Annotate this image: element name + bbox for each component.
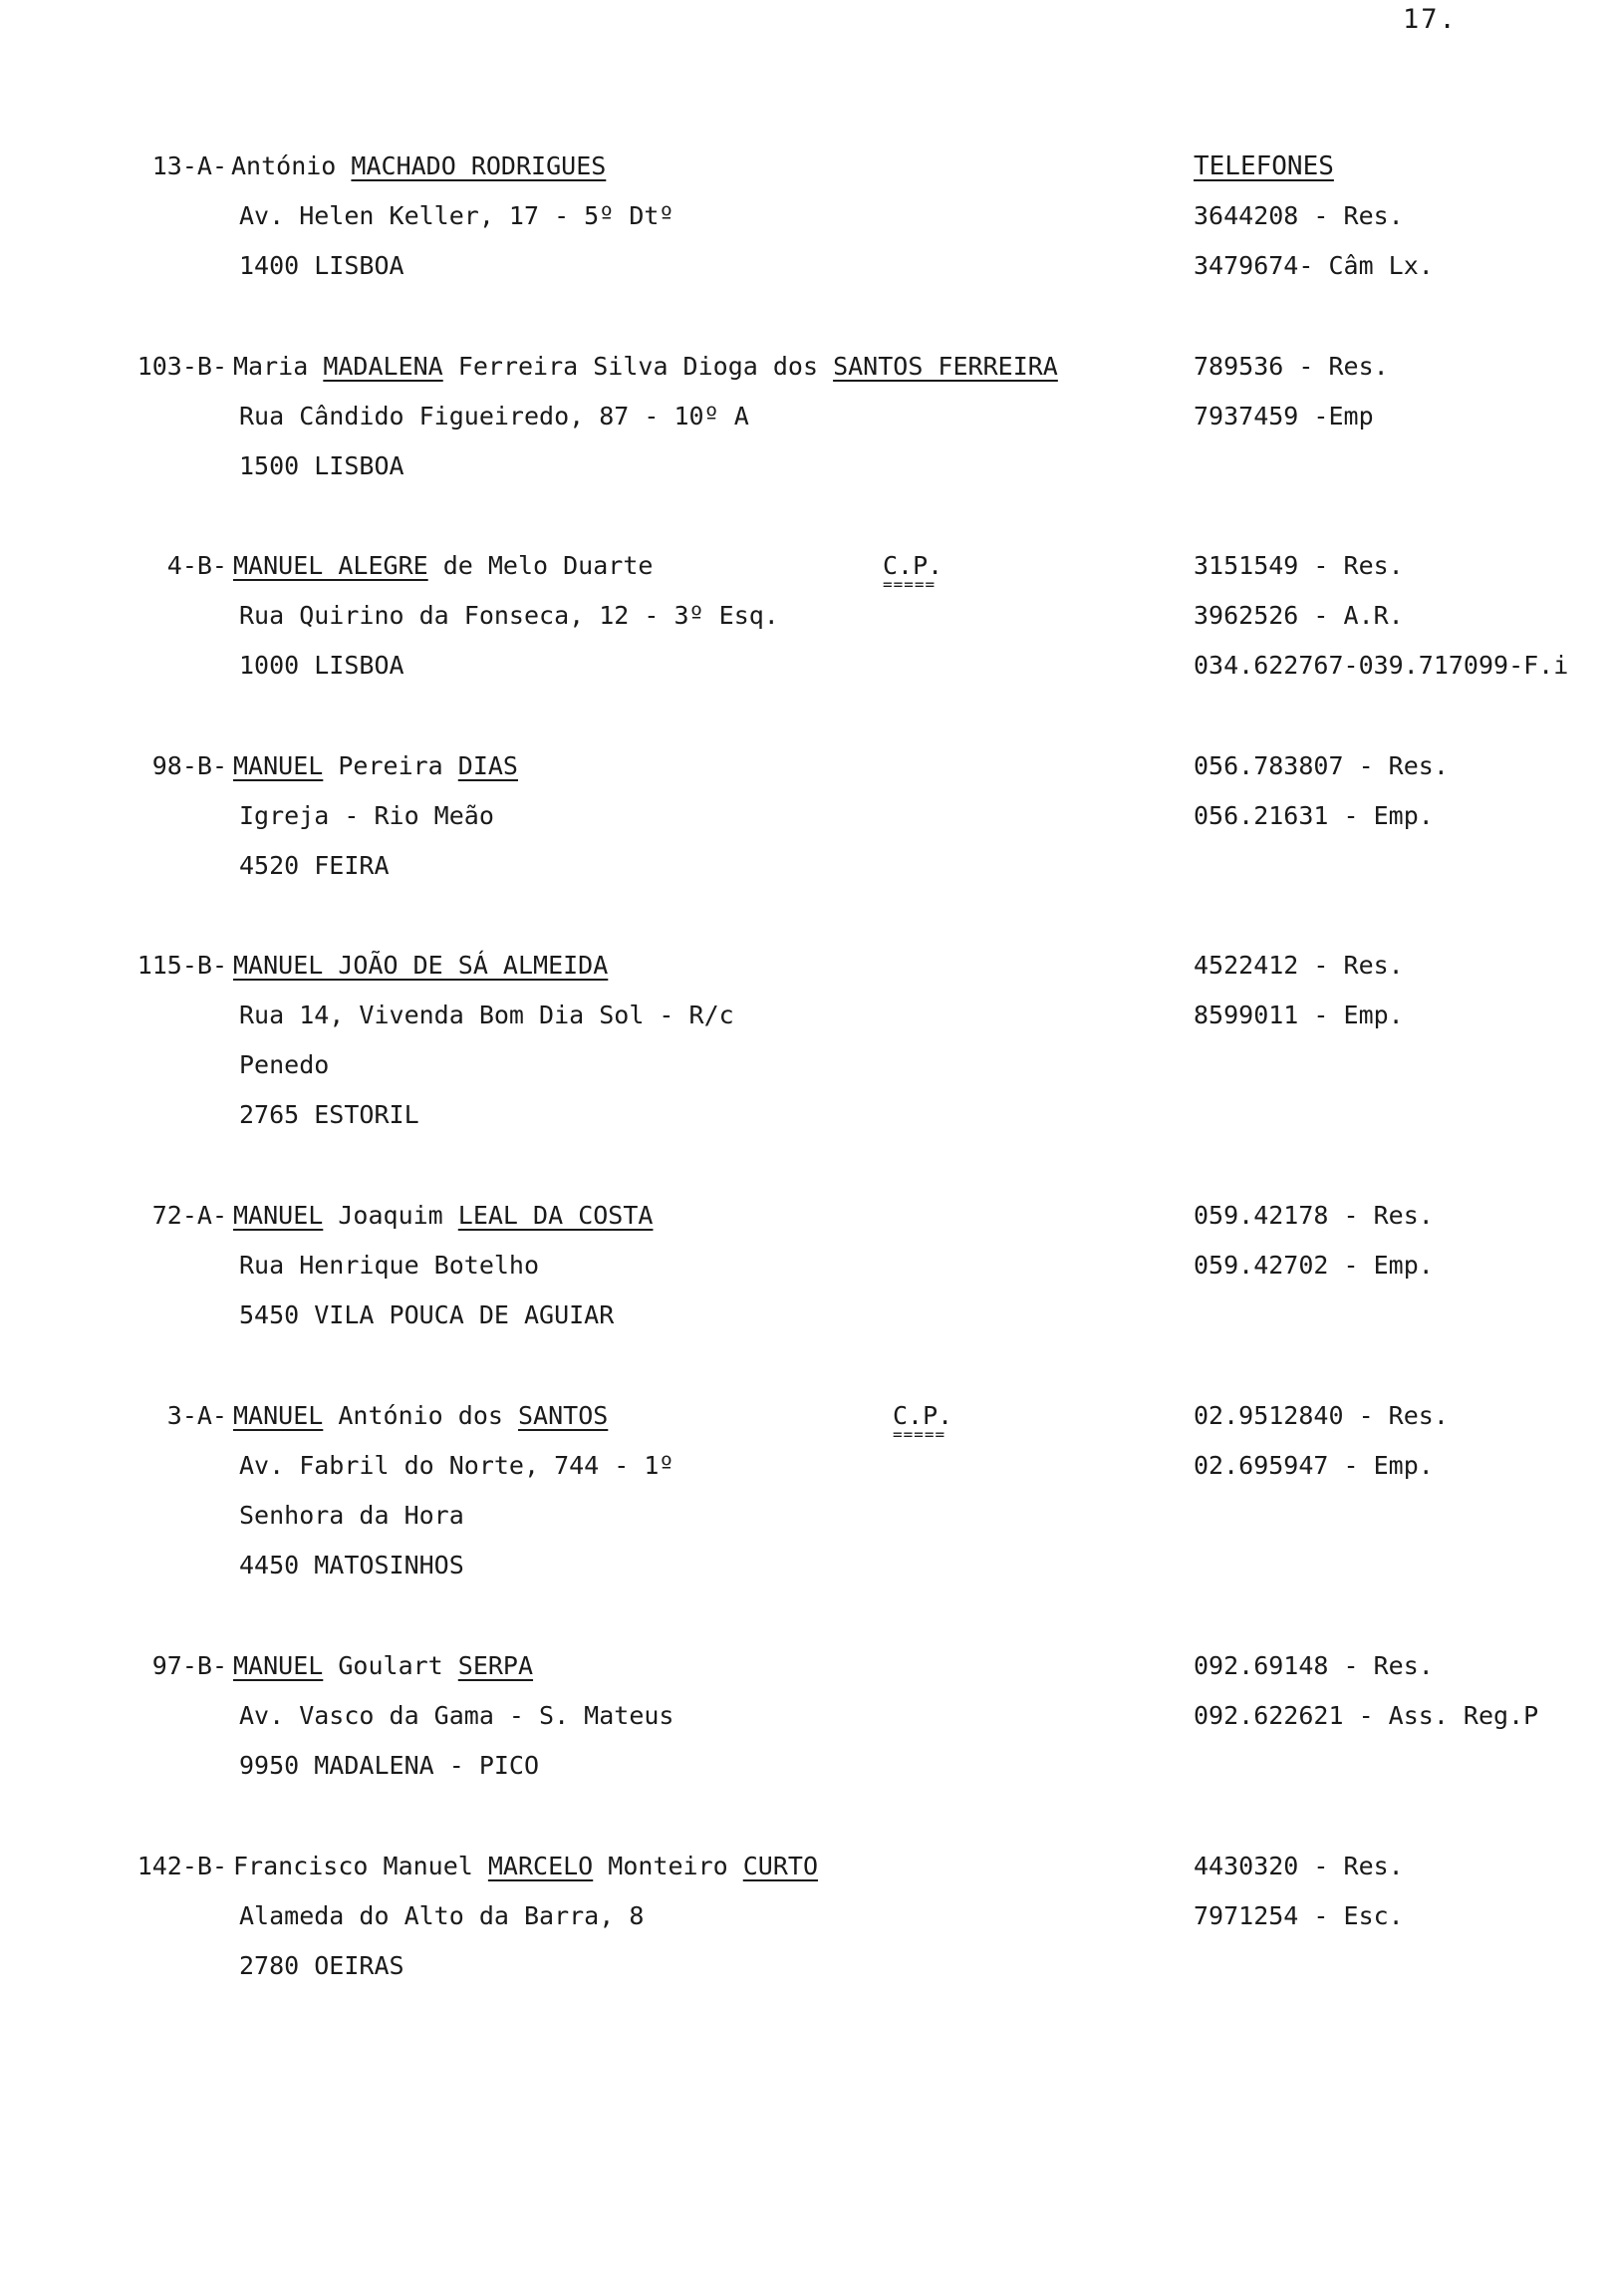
address-line: Av. Vasco da Gama - S. Mateus (239, 1701, 674, 1730)
phone-line: 092.622621 - Ass. Reg.P (1194, 1701, 1539, 1730)
entry-code: 97-B- (151, 1651, 227, 1680)
phone-line: 092.69148 - Res. (1194, 1651, 1434, 1680)
phone-line: 4522412 - Res. (1194, 951, 1404, 980)
address-line: Rua 14, Vivenda Bom Dia Sol - R/c (239, 1001, 734, 1029)
phone-line: 3644208 - Res. (1194, 201, 1404, 230)
cp-mark (893, 1401, 953, 1444)
name-highlight: MANUEL (233, 1401, 324, 1430)
address-line: Rua Henrique Botelho (239, 1251, 540, 1280)
phones-column-header: TELEFONES (1194, 151, 1334, 181)
entry-name (231, 151, 606, 181)
name-highlight: DIAS (457, 751, 518, 780)
address-line: Penedo (239, 1050, 330, 1079)
name-highlight: SANTOS FERREIRA (833, 352, 1058, 381)
address-line: 9950 MADALENA - PICO (239, 1751, 540, 1780)
name-part: Pereira (323, 751, 458, 780)
phone-line: 056.21631 - Emp. (1194, 801, 1434, 830)
address-line: Senhora da Hora (239, 1501, 464, 1530)
entry-name (233, 951, 608, 981)
entry-name (233, 1651, 533, 1681)
address-line: Igreja - Rio Meão (239, 801, 494, 830)
cp-label: C.P. (893, 1401, 953, 1430)
address-line: 1500 LISBOA (239, 451, 404, 480)
name-highlight: MARCELO (487, 1852, 594, 1880)
phone-line: 3479674- Câm Lx. (1194, 251, 1434, 280)
address-line: 1000 LISBOA (239, 651, 404, 680)
name-part: António dos (323, 1401, 518, 1430)
name-highlight: MANUEL (233, 751, 324, 780)
name-highlight: MACHADO RODRIGUES (351, 151, 607, 180)
entry-code: 13-A- (151, 151, 227, 180)
entry-code: 103-B- (136, 352, 227, 381)
address-line: Rua Quirino da Fonseca, 12 - 3º Esq. (239, 601, 779, 630)
name-part: Monteiro (593, 1852, 743, 1880)
address-line: Av. Fabril do Norte, 744 - 1º (239, 1451, 674, 1480)
phone-line: 056.783807 - Res. (1194, 751, 1449, 780)
address-line: Alameda do Alto da Barra, 8 (239, 1901, 645, 1930)
name-part: Goulart (323, 1651, 458, 1680)
entry-name (233, 551, 653, 581)
address-line: 4520 FEIRA (239, 851, 390, 880)
phone-line: 3151549 - Res. (1194, 551, 1404, 580)
name-part: Joaquim (323, 1201, 458, 1230)
phone-line: 059.42178 - Res. (1194, 1201, 1434, 1230)
name-highlight: SERPA (457, 1651, 534, 1680)
address-line: 2780 OEIRAS (239, 1951, 404, 1980)
name-part: de Melo Duarte (427, 551, 654, 580)
phone-line: 034.622767-039.717099-F.i (1194, 651, 1569, 680)
name-part: Ferreira Silva Dioga dos (442, 352, 834, 381)
name-highlight: MANUEL JOÃO DE SÁ ALMEIDA (233, 951, 609, 980)
entry-code: 142-B- (136, 1852, 227, 1880)
name-highlight: MANUEL (233, 1201, 324, 1230)
name-highlight: LEAL DA COSTA (457, 1201, 654, 1230)
cp-double-rule: ===== (883, 575, 937, 594)
entry-name (233, 1201, 653, 1231)
address-line: 1400 LISBOA (239, 251, 404, 280)
address-line: 5450 VILA POUCA DE AGUIAR (239, 1300, 615, 1329)
cp-label: C.P. (883, 551, 943, 580)
phone-line: 4430320 - Res. (1194, 1852, 1404, 1880)
name-highlight: MANUEL (233, 1651, 324, 1680)
name-highlight: SANTOS (517, 1401, 609, 1430)
entry-name (233, 352, 1058, 382)
address-line: Av. Helen Keller, 17 - 5º Dtº (239, 201, 674, 230)
phone-line: 7937459 -Emp (1194, 402, 1374, 430)
phone-line: 3962526 - A.R. (1194, 601, 1404, 630)
phone-line: 02.695947 - Emp. (1194, 1451, 1434, 1480)
name-part: Francisco Manuel (233, 1852, 488, 1880)
address-line: 2765 ESTORIL (239, 1100, 419, 1129)
entry-code: 4-B- (166, 551, 227, 580)
entry-name (233, 1401, 608, 1431)
phone-line: 02.9512840 - Res. (1194, 1401, 1449, 1430)
name-highlight: MADALENA (323, 352, 443, 381)
cp-mark (883, 551, 943, 594)
entry-code: 115-B- (136, 951, 227, 980)
name-part: António (231, 151, 352, 180)
phone-line: 789536 - Res. (1194, 352, 1389, 381)
name-highlight: CURTO (742, 1852, 819, 1880)
name-highlight: MANUEL ALEGRE (233, 551, 428, 580)
cp-double-rule: ===== (893, 1425, 946, 1444)
address-line: 4450 MATOSINHOS (239, 1551, 464, 1579)
entry-code: 3-A- (166, 1401, 227, 1430)
phone-line: 7971254 - Esc. (1194, 1901, 1404, 1930)
entry-name (233, 751, 518, 781)
name-part: Maria (233, 352, 324, 381)
address-line: Rua Cândido Figueiredo, 87 - 10º A (239, 402, 749, 430)
entry-name (233, 1852, 818, 1881)
entry-code: 98-B- (151, 751, 227, 780)
phone-line: 8599011 - Emp. (1194, 1001, 1404, 1029)
phone-line: 059.42702 - Emp. (1194, 1251, 1434, 1280)
page-number: 17. (1403, 4, 1458, 35)
entry-code: 72-A- (151, 1201, 227, 1230)
